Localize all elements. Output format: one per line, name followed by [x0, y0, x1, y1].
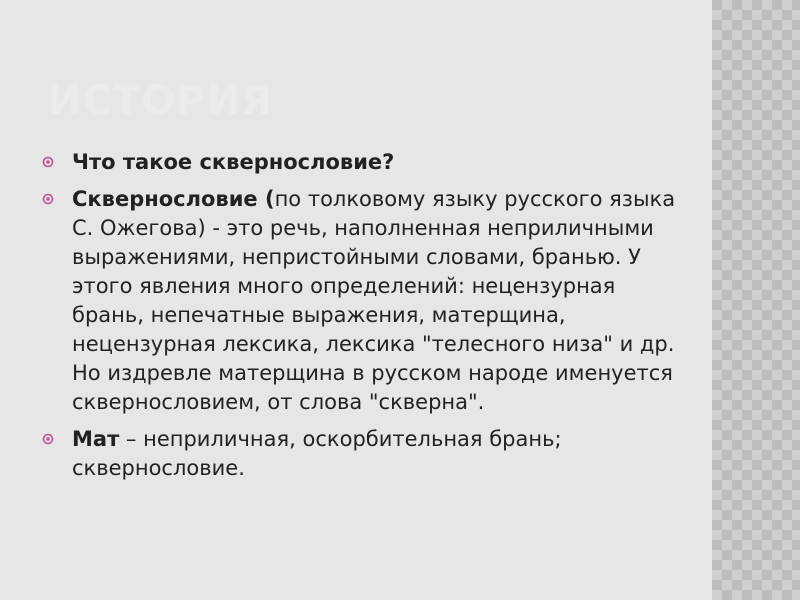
circle-bullet-icon — [42, 193, 54, 205]
circle-bullet-icon — [42, 156, 54, 168]
circle-bullet-icon — [42, 433, 54, 445]
decorative-side-pattern — [712, 0, 800, 600]
slide-title: ИСТОРИЯ — [48, 78, 273, 124]
bullet-text: по толковому языку русского языка С. Ожегова) - это речь, наполненная неприличными выражениями, непристойными словами, бранью. У этого явления много определений: нецензурная брань, непечатные выражения, матерщина, нецензурная лексика, лексика "телесного низа" и др. Но издревле матерщина в русском народе именуется сквернословием, от слова "скверна". — [72, 187, 676, 414]
bullet-bold-text: Что такое сквернословие? — [72, 150, 395, 174]
bullet-item — [42, 185, 682, 417]
bullet-bold-text: Сквернословие ( — [72, 187, 275, 211]
bullet-bold-text: Мат — [72, 427, 120, 451]
bullet-item — [42, 148, 682, 177]
bullet-item — [42, 425, 682, 483]
bullet-text: – неприличная, оскорбительная брань; сквернословие. — [72, 427, 562, 480]
bullet-list — [42, 148, 682, 491]
